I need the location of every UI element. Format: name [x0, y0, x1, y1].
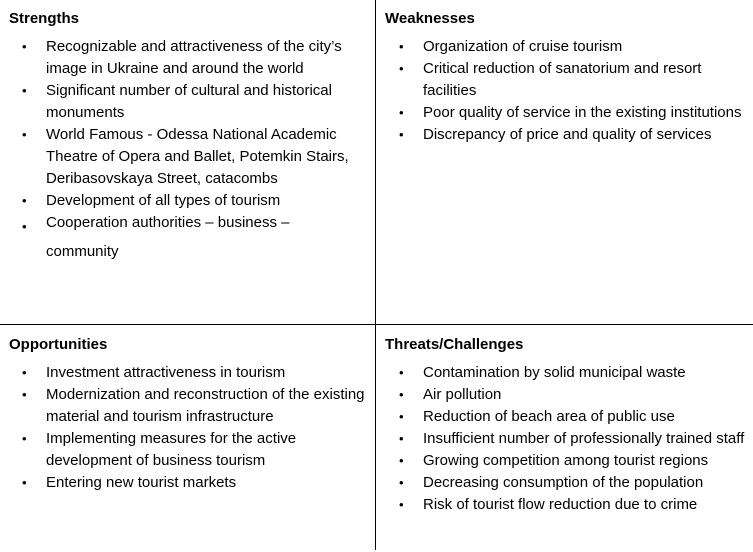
list-item	[376, 406, 752, 428]
list-item-text: Poor quality of service in the existing institutions	[423, 104, 742, 121]
bullet-icon: •	[22, 431, 27, 446]
list-item	[0, 212, 370, 263]
list-item	[0, 472, 370, 494]
opportunities-quadrant	[0, 325, 375, 552]
list-item-text: Implementing measures for the active development of business tourism	[46, 430, 297, 469]
bullet-icon: •	[399, 453, 404, 468]
bullet-icon: •	[22, 193, 27, 208]
list-item	[0, 36, 370, 80]
bullet-icon: •	[22, 127, 27, 142]
bullet-icon: •	[22, 365, 27, 380]
bullet-icon: •	[399, 105, 404, 120]
bullet-icon: •	[399, 409, 404, 424]
list-item	[0, 80, 370, 124]
bullet-icon: •	[399, 475, 404, 490]
strengths-list	[0, 36, 370, 263]
list-item	[376, 102, 752, 124]
strengths-quadrant	[0, 0, 375, 324]
list-item-text: Contamination by solid municipal waste	[423, 364, 686, 381]
list-item	[0, 190, 370, 212]
bullet-icon: •	[399, 127, 404, 142]
list-item	[376, 58, 752, 102]
bullet-icon: •	[22, 83, 27, 98]
list-item	[376, 472, 752, 494]
list-item	[376, 36, 752, 58]
list-item-text: Growing competition among tourist regions	[423, 452, 709, 469]
bullet-icon: •	[22, 39, 27, 54]
list-item-text: Critical reduction of sanatorium and resort facilities	[423, 60, 702, 99]
list-item	[0, 362, 370, 384]
weaknesses-quadrant	[376, 0, 753, 324]
list-item	[376, 362, 752, 384]
list-item-text: Decreasing consumption of the population	[423, 474, 704, 491]
threats-list	[376, 362, 752, 516]
bullet-icon: •	[399, 387, 404, 402]
list-item-text: Recognizable and attractiveness of the city’s image in Ukraine and around the world	[46, 38, 342, 77]
opportunities-list	[0, 362, 370, 494]
list-item-text: World Famous - Odessa National Academic Theatre of Opera and Ballet, Potemkin Stairs, Deribasovskaya Street, catacombs	[46, 126, 349, 187]
list-item-text: Discrepancy of price and quality of services	[423, 126, 712, 143]
list-item	[376, 450, 752, 472]
bullet-icon: •	[22, 387, 27, 402]
threats-title: Threats/Challenges	[385, 336, 524, 353]
bullet-icon: •	[22, 219, 27, 234]
bullet-icon: •	[399, 497, 404, 512]
list-item-text: Risk of tourist flow reduction due to crime	[423, 496, 698, 513]
bullet-icon: •	[399, 61, 404, 76]
list-item-text-continued: community	[46, 243, 119, 260]
list-item-text: Significant number of cultural and historical monuments	[46, 82, 332, 121]
list-item-text: Investment attractiveness in tourism	[46, 364, 286, 381]
opportunities-title: Opportunities	[9, 336, 108, 353]
list-item	[376, 494, 752, 516]
list-item-text: Modernization and reconstruction of the existing material and tourism infrastructure	[46, 386, 365, 425]
list-item	[376, 384, 752, 406]
bullet-icon: •	[22, 475, 27, 490]
list-item-text: Cooperation authorities – business –	[46, 214, 290, 231]
list-item-text: Development of all types of tourism	[46, 192, 281, 209]
strengths-title: Strengths	[9, 10, 80, 27]
bullet-icon: •	[399, 431, 404, 446]
list-item-text: Reduction of beach area of public use	[423, 408, 675, 425]
list-item-text: Entering new tourist markets	[46, 474, 237, 491]
list-item	[376, 428, 752, 450]
weaknesses-title: Weaknesses	[385, 10, 475, 27]
list-item	[376, 124, 752, 146]
list-item	[0, 428, 370, 472]
list-item	[0, 124, 370, 190]
threats-quadrant	[376, 325, 753, 552]
list-item-text: Air pollution	[423, 386, 502, 403]
list-item	[0, 384, 370, 428]
list-item-text: Organization of cruise tourism	[423, 38, 623, 55]
list-item-text: Insufficient number of professionally trained staff	[423, 430, 745, 447]
bullet-icon: •	[399, 365, 404, 380]
bullet-icon: •	[399, 39, 404, 54]
weaknesses-list	[376, 36, 752, 146]
